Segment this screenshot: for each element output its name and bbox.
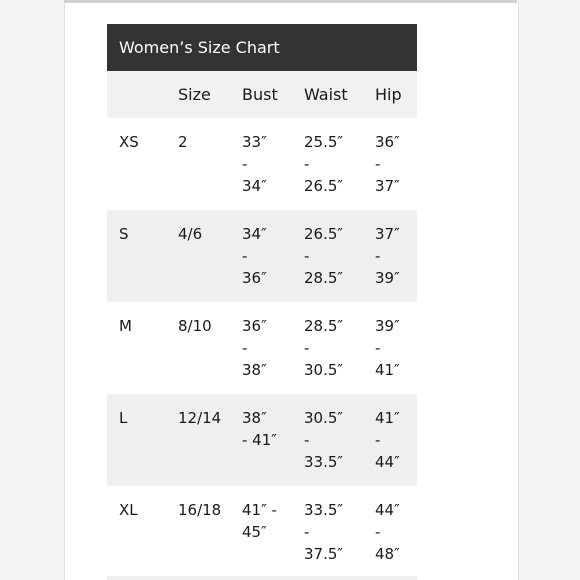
row-bust: 38″ - 41″ [242, 409, 277, 449]
row-waist: 28.5″ - 30.5″ [304, 317, 344, 379]
table-row [107, 210, 417, 302]
column-header-size: Size [178, 84, 211, 104]
row-hip: 44″ - 48″ [375, 501, 400, 563]
column-header-hip: Hip [375, 84, 402, 104]
row-bust: 36″ - 38″ [242, 317, 267, 379]
row-size-number: 16/18 [178, 501, 222, 519]
row-size-number: 4/6 [178, 225, 203, 243]
row-size-label: M [119, 317, 132, 335]
table-row [107, 394, 417, 486]
table-row [107, 302, 417, 394]
top-divider [64, 0, 517, 3]
row-size-label: XS [119, 133, 139, 151]
row-waist: 25.5″ - 26.5″ [304, 133, 344, 195]
size-chart-table [107, 71, 417, 578]
column-header-waist: Waist [304, 84, 348, 104]
row-size-label: L [119, 409, 128, 427]
table-row [107, 486, 417, 578]
row-size-label: XL [119, 501, 138, 519]
row-waist: 33.5″ - 37.5″ [304, 501, 344, 563]
row-bust: 41″ - 45″ [242, 501, 277, 541]
row-bust: 33″ - 34″ [242, 133, 267, 195]
size-chart-title: Women’s Size Chart [107, 24, 417, 71]
row-hip: 37″ - 39″ [375, 225, 400, 287]
row-hip: 41″ - 44″ [375, 409, 400, 471]
table-header-row [107, 71, 417, 118]
row-size-number: 2 [178, 133, 188, 151]
table-row [107, 118, 417, 210]
column-header-bust: Bust [242, 84, 278, 104]
row-waist: 26.5″ - 28.5″ [304, 225, 344, 287]
row-waist: 30.5″ - 33.5″ [304, 409, 344, 471]
column-header-label [107, 71, 178, 118]
size-chart [107, 24, 417, 578]
row-bust: 34″ - 36″ [242, 225, 267, 287]
row-size-number: 8/10 [178, 317, 212, 335]
row-size-label: S [119, 225, 129, 243]
row-hip: 36″ - 37″ [375, 133, 400, 195]
row-size-number: 12/14 [178, 409, 222, 427]
row-hip: 39″ - 41″ [375, 317, 400, 379]
table-row-continued [107, 576, 417, 580]
